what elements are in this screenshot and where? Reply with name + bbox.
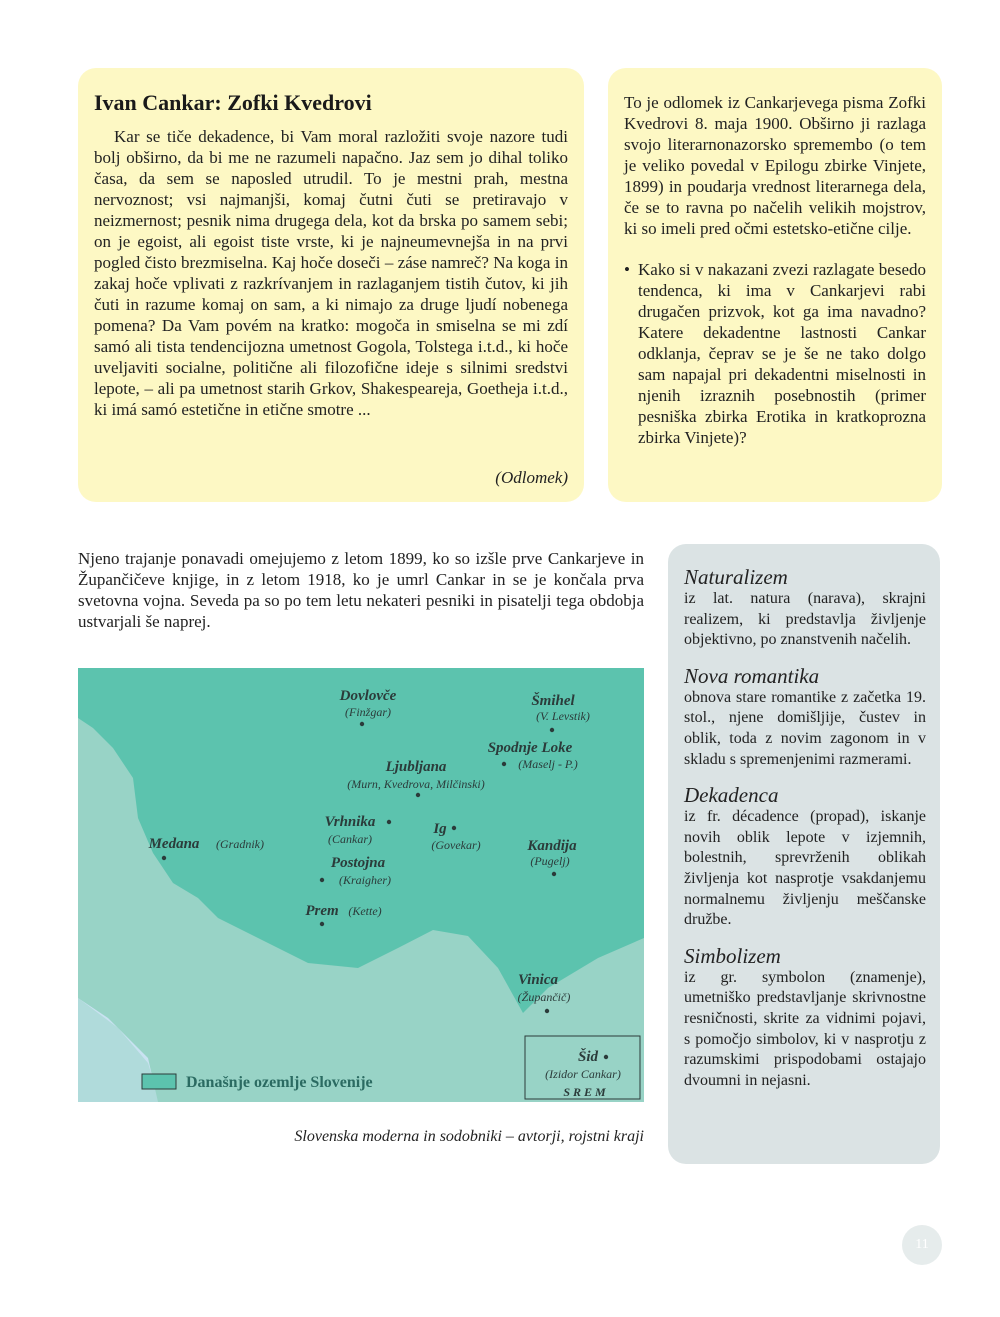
question-item <box>624 259 926 448</box>
map-author-label: (Pugelj) <box>530 854 570 868</box>
map-city-dot <box>502 762 506 766</box>
map-city-dot <box>452 826 456 830</box>
map-city-dot <box>162 856 166 860</box>
map-city-label: Dovlovče <box>339 688 397 704</box>
map-city-label: Kandija <box>527 838 577 854</box>
glossary-definition: iz gr. symbolon (znamenje), umetniško predstavljanje skrivnostne resničnosti, skrite za vidnimi pojavi, s pomočjo simbolov, ki v nasprotju z razumskimi prispodobami ostajajo dvoumni in nejasni. <box>684 968 926 1089</box>
glossary-definition: obnova stare romantike z začetka 19. stol., njene domišljije, čustev in oblik, toda z novim zagonom in v skladu s spremenjenimi razmerami. <box>684 688 926 768</box>
map-city-dot <box>550 728 554 732</box>
map-city-dot <box>387 820 391 824</box>
map-city-dot <box>552 872 556 876</box>
map-author-label: (Finžgar) <box>345 705 391 719</box>
map-city-label: Ig <box>433 821 447 837</box>
map-author-label: (Izidor Cankar) <box>545 1067 621 1081</box>
map-author-label: (Cankar) <box>328 832 372 846</box>
glossary-box <box>668 544 940 1164</box>
glossary-definition: iz fr. décadence (propad), iskanje novih oblik lepote v izjemnih, bolestnih, sprevrženih oblikah življenja kot nasprotje vsakdanjemu normalnemu življenju meščanske družbe. <box>684 808 926 929</box>
map <box>78 668 644 1102</box>
map-city-label: Ljubljana <box>385 759 447 775</box>
map-city-label: Prem <box>305 903 339 919</box>
bullet: • <box>624 260 630 279</box>
excerpt-source: (Odlomek) <box>495 468 568 487</box>
map-city-label: Postojna <box>330 855 386 871</box>
map-author-label: (Murn, Kvedrova, Milčinski) <box>347 777 485 791</box>
map-city-label: Medana <box>148 836 200 852</box>
glossary-term: Simbolizem <box>684 943 781 968</box>
map-city-dot <box>360 722 364 726</box>
legend-label: Današnje ozemlje Slovenije <box>186 1074 373 1091</box>
intro-paragraph: Njeno trajanje ponavadi omejujemo z letom 1899, ko so izšle prve Cankarjeve in Župančičeve knjige, in z letom 1918, ko je umrl Cankar in se je končala prva svetovna vojna. Seveda pa so po tem letu nekateri pesniki in pisatelji tega obdobja ustvarjali še naprej. <box>78 549 644 631</box>
glossary-definition: iz lat. natura (narava), skrajni realizem, ki predstavlja življenje objektivno, po znanstvenih načelih. <box>684 590 926 649</box>
page-number: 11 <box>902 1225 942 1265</box>
map-author-label: (Župančič) <box>517 990 571 1004</box>
map-city-dot <box>320 922 324 926</box>
map-author-label: (Kraigher) <box>339 873 391 887</box>
excerpt-title: Ivan Cankar: Zofki Kvedrovi <box>94 90 372 115</box>
map-city-dot <box>545 1009 549 1013</box>
map-author-label: (Kette) <box>348 904 382 918</box>
map-city-label: Šid <box>577 1049 599 1065</box>
map-city-dot <box>320 878 324 882</box>
map-city-label: Spodnje Loke <box>487 740 573 756</box>
map-city-dot <box>416 793 420 797</box>
note-box <box>608 68 942 502</box>
legend-swatch <box>142 1074 176 1089</box>
excerpt-box <box>78 68 584 502</box>
glossary-term: Nova romantika <box>684 663 820 688</box>
question-text: Kako si v nakazani zvezi razlagate besedo tendenca, ki ima v Cankarjevi rabi drugačen prizvok, kot ga ima navadno? Katere dekadentne lastnosti Cankar odklanja, čeprav se je še ne tako dolgo sam napajal pri dekadentni miselnosti in njenih izraznih posebnostih (primer pesniška zbirka Erotika in kratkoprozna zbirka Vinjete)? <box>638 260 926 447</box>
glossary-term: Dekadenca <box>684 783 779 808</box>
map-author-label: (Gradnik) <box>216 837 264 851</box>
map-city-label: Vinica <box>517 972 559 988</box>
glossary-term: Naturalizem <box>684 565 788 589</box>
excerpt-text: Kar se tiče dekadence, bi Vam moral razložiti svoje nazore tudi bolj obširno, da bi me ne razumeli napačno. Jaz sem jo dihal toliko časa, da sem se naposled utrudil. To je mestni prah, mestna nervoznost; vsi najmanjši, komaj čutni čuti se pretiravajo v neizmernost; pesnik nima drugega dela, kot da brska po samem sebi; on je egoist, ali egoist tiste vrste, ki je najneumevnejša in na prvi pogled čisto brezmiselna. Kaj hoče doseči – záse namreč? Na koga in zakaj hoče vplivati z razkrívanjem in razlaganjem tistih čutov, ki jih čuti in razume komaj on sam, a ki nimajo za druge ljudí nobenega pomena? Da Vam povém na kratko: mogoča in smiselna se mi zdí samó ali tista tendencijozna umetnost Gogola, Tolstega i.t.d., ki hoče uveljaviti socialne, politične ali filozofične ideje s silnimi sredstvi lepote, – ali pa umetnost starih Grkov, Shakespeareja, Goetheja i.t.d., ki imá samó estetične in etične smotre ... <box>94 127 568 419</box>
map-caption: Slovenska moderna in sodobniki – avtorji, rojstni kraji <box>294 1128 644 1145</box>
map-city-label: Šmihel <box>531 693 575 709</box>
map-city-dot <box>604 1055 608 1059</box>
note-text: To je odlomek iz Cankarjevega pisma Zofki Kvedrovi 8. maja 1900. Obširno ji razlaga svojo literarnonazorsko spremembo (o tem je veliko povedal v Epilogu zbirke Vinjete, 1899) in poudarja vrednost literarnega dela, če se to ravna po načelih velikih mojstrov, ki so imeli pred očmi estetsko-etične cilje. <box>624 93 926 238</box>
map-author-label: (Govekar) <box>431 838 481 852</box>
map-author-label: (Maselj - P.) <box>518 757 578 771</box>
map-region-label: SREM <box>563 1085 609 1099</box>
map-author-label: (V. Levstik) <box>536 709 590 723</box>
map-city-label: Vrhnika <box>324 814 376 830</box>
